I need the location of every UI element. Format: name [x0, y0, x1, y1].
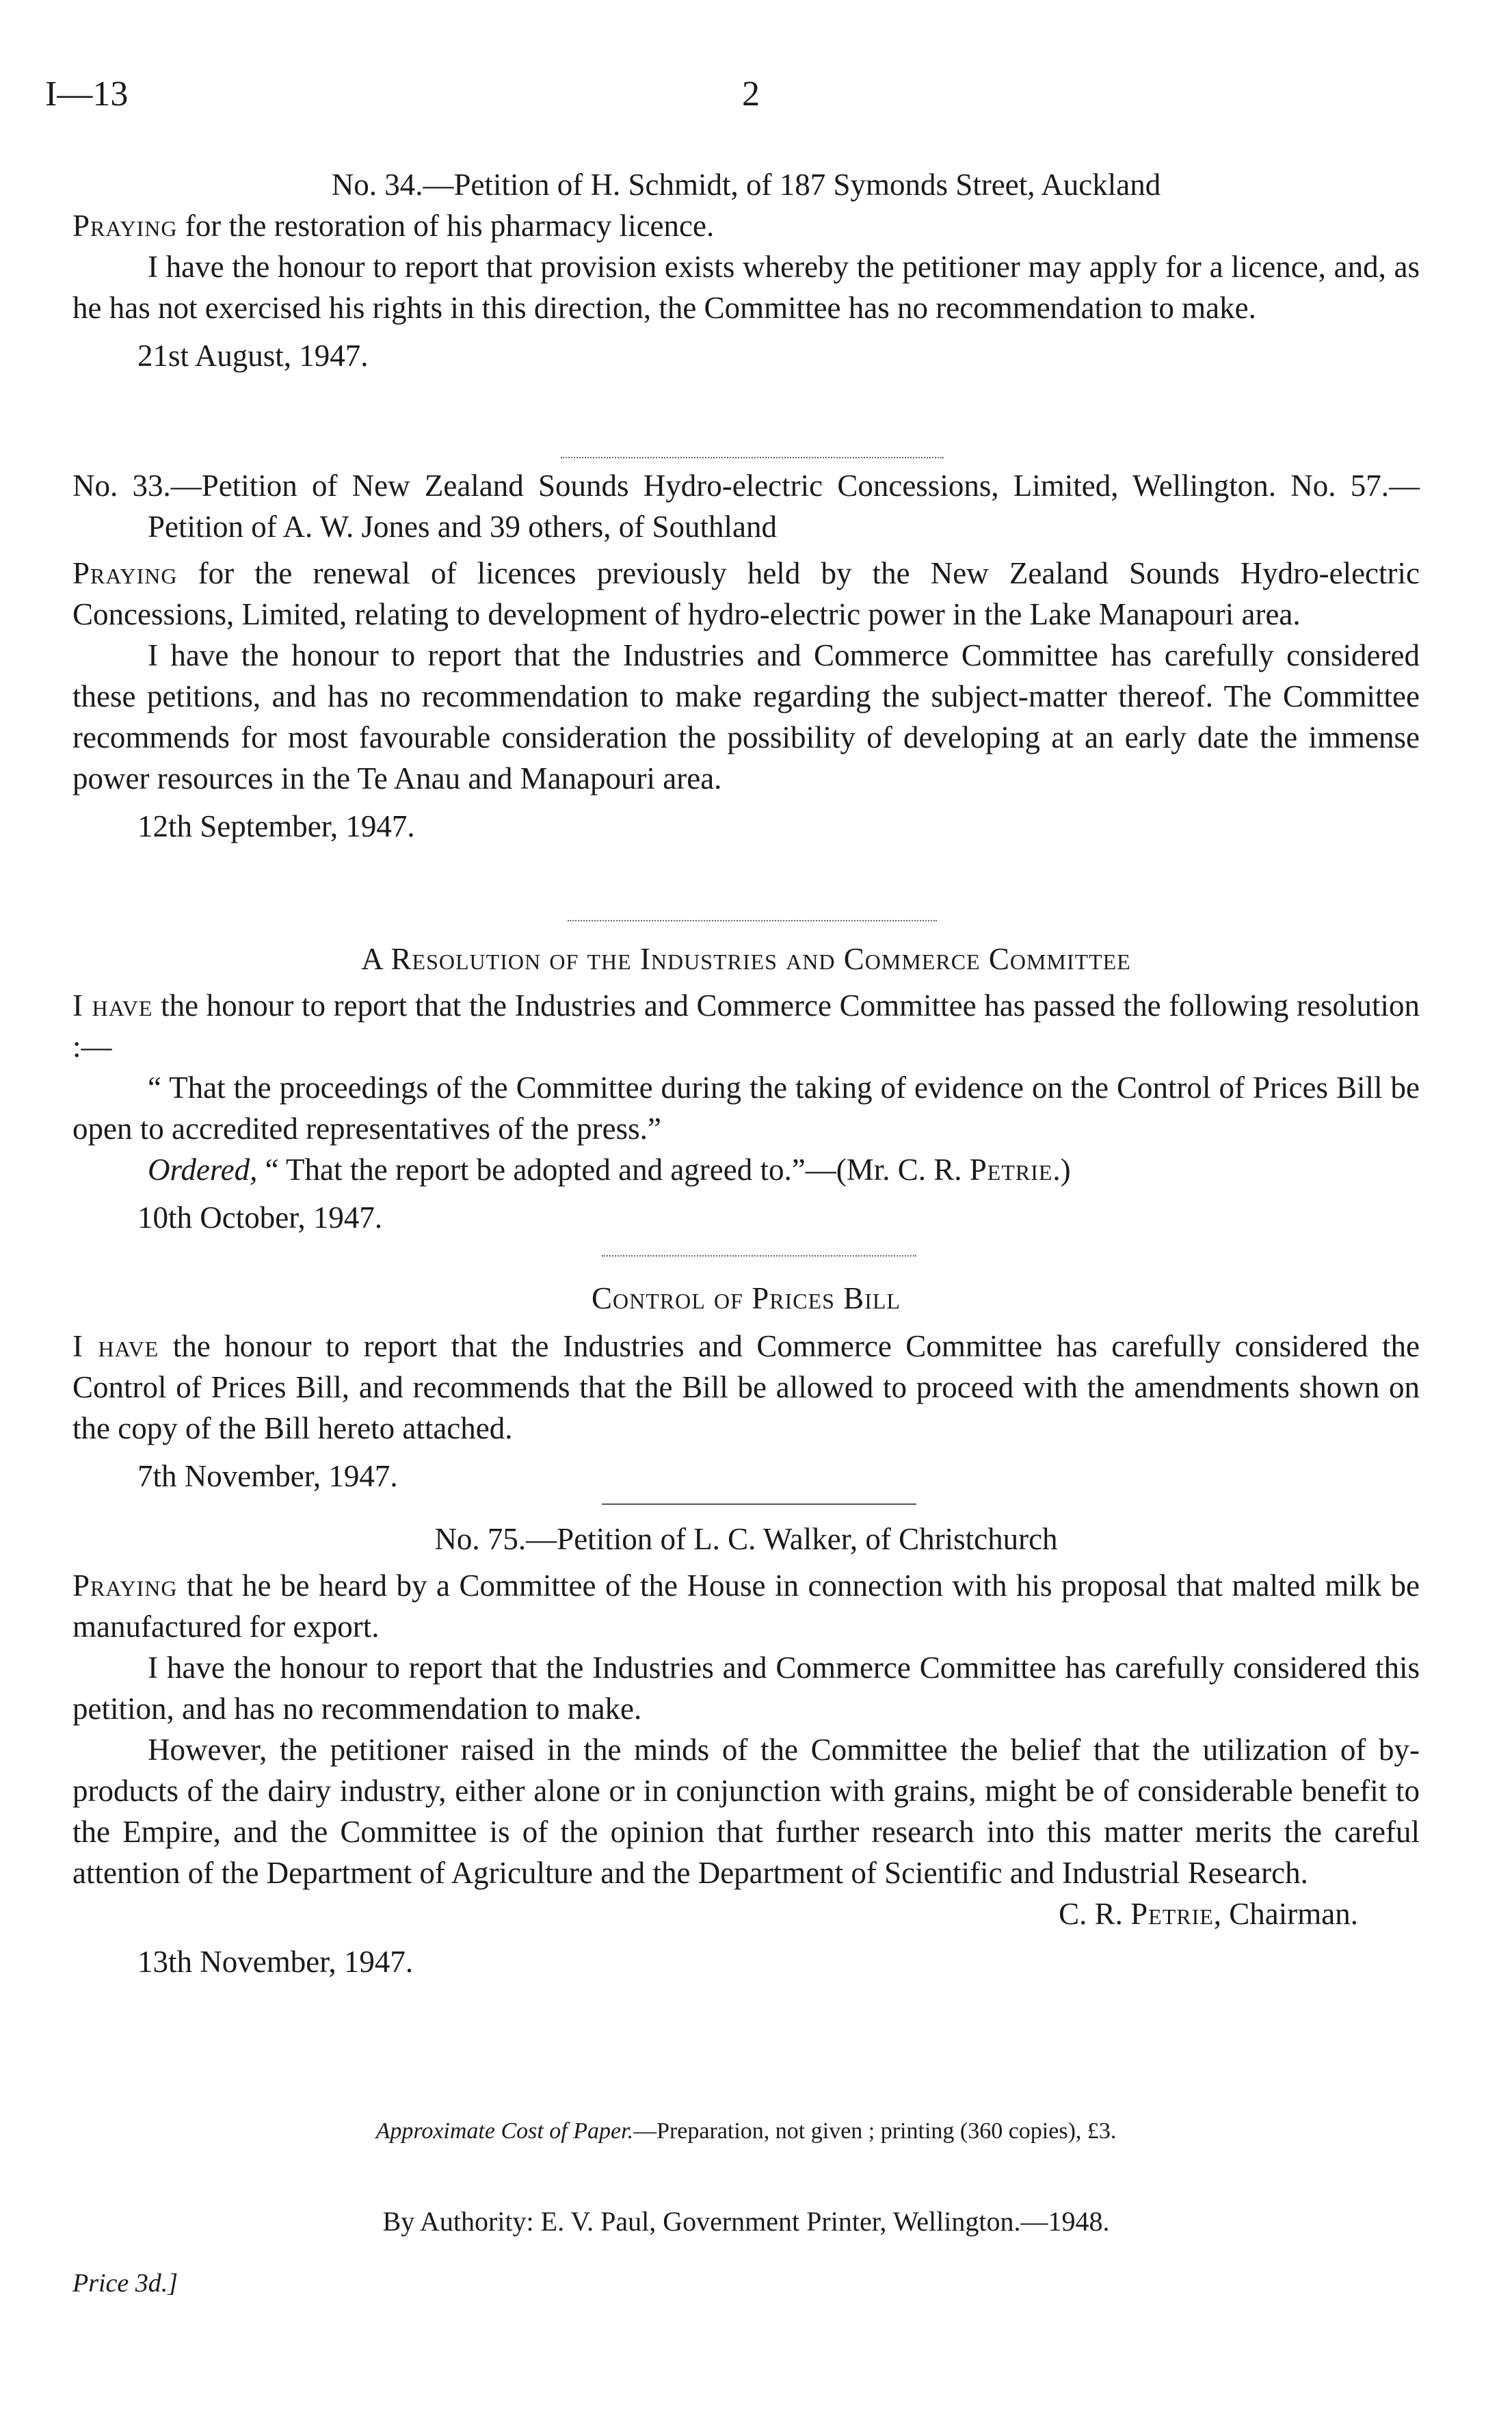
ordered-line: [72, 1149, 1420, 1190]
cost-text: —Preparation, not given ; printing (360 copies), £3.: [633, 2118, 1117, 2144]
resolution-quote: “ That the proceedings of the Committee during the taking of evidence on the Control of Prices Bill be open to accredited representatives of the press.”: [72, 1070, 1420, 1146]
paragraph-text: the honour to report that the Industries and Commerce Committee has passed the following resolution :—: [72, 988, 1420, 1064]
page-number: 2: [742, 75, 760, 114]
signature-initials: C. R.: [1059, 1897, 1131, 1931]
report-paragraph: I have the honour to report that the Industries and Commerce Committee has carefully considered these petitions, and has no recommendation to make regarding the subject-matter thereof. The Committee recommends for most favourable consideration the possibility of developing at an early date the immense power resources in the Te Anau and Manapouri area.: [72, 638, 1420, 796]
report-paragraph-continued: However, the petitioner raised in the minds of the Committee the belief that the utilization of by-products of the dairy industry, either alone or in conjunction with grains, might be of considerable benefit to the Empire, and the Committee is of the opinion that further research into this matter merits the careful attention of the Department of Agriculture and the Department of Scientific and Industrial Research.: [72, 1733, 1420, 1890]
resolution-paragraph: [72, 985, 1420, 1067]
section-title: No. 33.—Petition of New Zealand Sounds Hydro-electric Concessions, Limited, Wellington. No. 57.—Petition of A. W. Jones and 39 others, of Southland: [72, 469, 1420, 544]
section-title: No. 75.—Petition of L. C. Walker, of Christchurch: [434, 1522, 1058, 1556]
praying-text: for the renewal of licences previously held by the New Zealand Sounds Hydro-electric Concessions, Limited, relating to development of hydro-electric power in the Lake Manapouri area.: [72, 556, 1420, 631]
ordered-end: .): [1052, 1153, 1071, 1187]
section-divider: [568, 920, 937, 921]
praying-paragraph: [72, 553, 1420, 635]
cost-label: Approximate Cost of Paper.: [375, 2118, 634, 2144]
authority-line: [72, 2201, 1420, 2242]
praying-lead: Praying: [72, 209, 178, 243]
date-line: 12th September, 1947.: [137, 809, 415, 843]
authority-text: By Authority: E. V. Paul, Government Printer, Wellington.—1948.: [382, 2206, 1110, 2237]
praying-lead: Praying: [72, 556, 178, 590]
date-line: 21st August, 1947.: [137, 339, 369, 373]
signature-title: , Chairman.: [1213, 1897, 1358, 1931]
paragraph-text: the honour to report that the Industries and Commerce Committee has carefully considered the Control of Prices Bill, and recommends that the Bill be allowed to proceed with the amendments shown on the copy of the Bill hereto attached.: [72, 1329, 1420, 1445]
section-petition-75: [72, 1519, 1420, 1982]
ordered-label: Ordered,: [148, 1153, 258, 1187]
cost-note: [72, 2111, 1420, 2152]
chairman-signature: [72, 1893, 1420, 1934]
date-line: 7th November, 1947.: [137, 1459, 398, 1493]
date-line: 13th November, 1947.: [137, 1945, 414, 1979]
price-label: Price 3d.]: [72, 2269, 178, 2298]
praying-lead: Praying: [72, 1568, 178, 1603]
section-divider: [602, 1255, 916, 1257]
section-title: Control of Prices Bill: [592, 1281, 901, 1315]
paragraph-lead: I have: [72, 988, 153, 1023]
praying-text: that he be heard by a Committee of the House in connection with his proposal that malted milk be manufactured for export.: [72, 1568, 1420, 1644]
page-reference: I—13: [45, 75, 129, 114]
praying-text: for the restoration of his pharmacy licence.: [177, 209, 715, 243]
section-divider: [561, 457, 944, 458]
date-line: 10th October, 1947.: [137, 1200, 383, 1235]
section-control-of-prices: [72, 1278, 1420, 1497]
report-paragraph: [72, 1326, 1420, 1449]
section-petition-33-57: [72, 465, 1420, 847]
report-paragraph: I have the honour to report that provision exists whereby the petitioner may apply for a licence, and, as he has not exercised his rights in this direction, the Committee has no recommendation to make.: [72, 250, 1420, 325]
section-divider: [602, 1503, 916, 1505]
section-title: No. 34.—Petition of H. Schmidt, of 187 Symonds Street, Auckland: [331, 168, 1161, 202]
section-petition-34: [72, 164, 1420, 376]
signature-name: Petrie: [1130, 1897, 1214, 1931]
report-paragraph: I have the honour to report that the Industries and Commerce Committee has carefully considered this petition, and has no recommendation to make.: [72, 1651, 1420, 1726]
ordered-text: “ That the report be adopted and agreed to.”—(Mr. C. R.: [257, 1153, 970, 1187]
section-title: A Resolution of the Industries and Commerce Committee: [361, 942, 1131, 976]
ordered-name: Petrie: [969, 1153, 1053, 1187]
section-resolution: [72, 938, 1420, 1238]
praying-paragraph: [72, 1565, 1420, 1647]
praying-paragraph: [72, 205, 1420, 246]
paragraph-lead: I have: [72, 1329, 159, 1363]
